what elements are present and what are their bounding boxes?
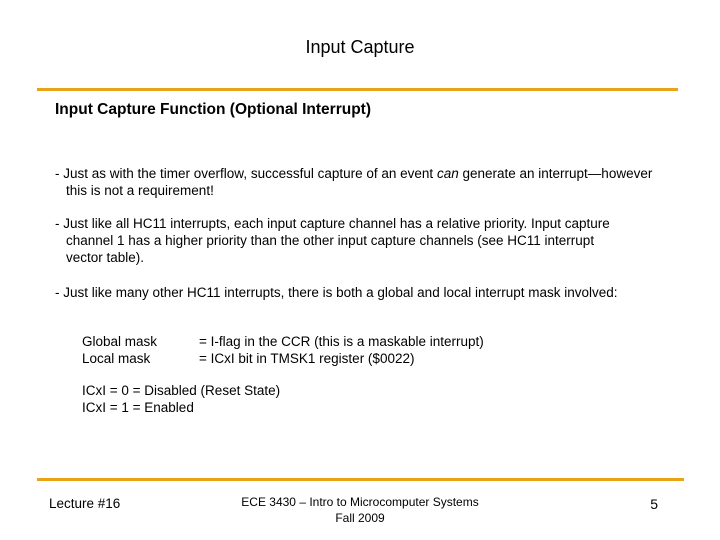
mask-label: Global mask xyxy=(82,334,158,349)
paragraph-line: this is not a requirement! xyxy=(66,183,214,198)
slide-title: Input Capture xyxy=(305,37,415,57)
mask-table xyxy=(82,333,484,367)
paragraph-priority xyxy=(55,215,695,266)
bottom-divider xyxy=(37,478,684,481)
icxi-states xyxy=(82,382,280,416)
footer-term: Fall 2009 xyxy=(335,511,385,525)
page-number: 5 xyxy=(650,496,658,512)
paragraph-line: vector table). xyxy=(66,250,145,265)
paragraph-line: generate an interrupt—however xyxy=(458,166,653,181)
mask-label: Local mask xyxy=(82,351,151,366)
slide-subtitle: Input Capture Function (Optional Interrupt) xyxy=(55,101,371,118)
paragraph-line: - Just like all HC11 interrupts, each input capture channel has a relative priority. Input capture xyxy=(55,216,610,231)
emphasis-can: can xyxy=(436,166,459,181)
mask-value: = I-flag in the CCR (this is a maskable interrupt) xyxy=(199,334,484,349)
mask-row-global xyxy=(82,333,484,350)
icxi-state-enabled: ICxI = 1 = Enabled xyxy=(82,400,194,415)
mask-value: = ICxI bit in TMSK1 register ($0022) xyxy=(199,351,415,366)
paragraph-interrupt-optional xyxy=(55,165,695,199)
mask-row-local xyxy=(82,350,484,367)
paragraph-line: channel 1 has a higher priority than the other input capture channels (see HC11 interrupt xyxy=(66,233,595,248)
paragraph-line: - Just as with the timer overflow, successful capture of an event xyxy=(55,166,437,181)
footer-course xyxy=(200,494,520,526)
icxi-state-disabled: ICxI = 0 = Disabled (Reset State) xyxy=(82,383,281,398)
paragraph-masks-intro xyxy=(55,284,695,301)
footer-lecture: Lecture #16 xyxy=(49,496,121,511)
top-divider xyxy=(37,88,678,91)
paragraph-line: - Just like many other HC11 interrupts, there is both a global and local interrupt mask involved: xyxy=(55,285,618,300)
footer-course-title: ECE 3430 – Intro to Microcomputer Systems xyxy=(241,495,479,509)
